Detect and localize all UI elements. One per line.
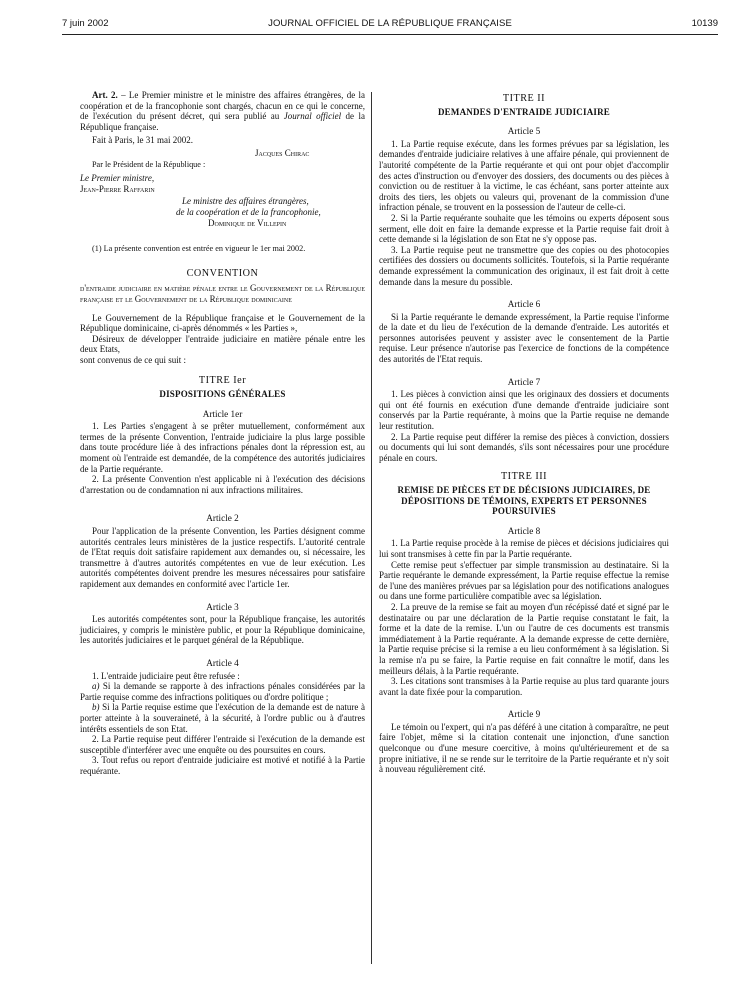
- preamble-para-1: Le Gouvernement de la République française et le Gouvernement de la République dominicaine, ci-après dénommés « les Parties »,: [80, 312, 365, 334]
- header-journal-title: JOURNAL OFFICIEL DE LA RÉPUBLIQUE FRANÇAISE: [268, 18, 512, 29]
- signature-villepin: Dominique de Villepin: [208, 217, 287, 228]
- right-column: [379, 92, 669, 775]
- article-4-para-2: 2. La Partie requise peut différer l'entraide si l'exécution de la demande est susceptible d'interférer avec une enquête ou des poursuites en cours.: [80, 734, 365, 755]
- article-8-para-2: Cette remise peut s'effectuer par simple transmission au destinataire. Si la Partie requérante le demande expressément, la Partie requise effectue la remise de l'une des manières prévues par sa législation pour des notifications analogues ou dans une forme particulière compatible avec sa législation.: [379, 559, 669, 602]
- article-5-para-2: 2. Si la Partie requérante souhaite que les témoins ou experts déposent sous serment, elle doit en faire la demande expresse et la Partie requise fait droit à cette demande si la législation de son Etat ne s'y oppose pas.: [379, 212, 669, 245]
- article-7-para-1: 1. Les pièces à conviction ainsi que les originaux des dossiers et documents qui ont été fournis en exécution d'une demande d'entraide judiciaire sont conservés par la Partie requérante, à moins que la Partie requise ne demande leur restitution.: [379, 389, 669, 432]
- titre-1-name: DISPOSITIONS GÉNÉRALES: [159, 389, 286, 400]
- titre-2-name: DEMANDES D'ENTRAIDE JUDICIAIRE: [437, 106, 611, 117]
- convention-title: CONVENTION: [186, 267, 259, 279]
- article-1-para-1: 1. Les Parties s'engagent à se prêter mutuellement, conformément aux termes de la présente Convention, l'entraide judiciaire la plus large possible dans toute procédure liée à des infractions pénales dont la répression est, au moment où l'entraide est demandée, de la compétence des autorités judiciaires de la Partie requérante.: [80, 421, 365, 474]
- decree-article-2: Art. 2. – Le Premier ministre et le ministre des affaires étrangères, de la coopération et de la francophonie sont chargés, chacun en ce qui le concerne, de l'exécution du présent décret, qui sera publié au Journal officiel de la République française.: [80, 90, 365, 132]
- ministre-title-line1: Le ministre des affaires étrangères,: [182, 196, 309, 207]
- titre-3-heading: TITRE III: [500, 471, 548, 483]
- article-9-heading: Article 9: [507, 709, 541, 720]
- premier-ministre-title: Le Premier ministre,: [80, 173, 155, 184]
- article-3-heading: Article 3: [206, 601, 239, 612]
- article-7-para-2: 2. La Partie requise peut différer la remise des pièces à conviction, dossiers ou documents qui lui sont demandés, s'ils sont nécessaires pour une procédure pénale en cours.: [379, 431, 669, 463]
- article-5-para-3: 3. La Partie requise peut ne transmettre que des copies ou des photocopies certifiées des dossiers ou documents sollicités. Toutefois, si la Partie requérante demande expressément la communication des originaux, il est fait droit à cette demande dans la mesure du possible.: [379, 244, 669, 287]
- article-4-item-b: b) Si la Partie requise estime que l'exécution de la demande est de nature à porter atteinte à la souveraineté, à la sécurité, à l'ordre public ou à d'autres intérêts essentiels de son Etat.: [80, 702, 365, 734]
- article-4-para-1: 1. L'entraide judiciaire peut être refusée :: [92, 670, 240, 681]
- article-4-heading: Article 4: [206, 657, 239, 668]
- titre-2-heading: TITRE II: [502, 93, 546, 104]
- header-date: 7 juin 2002: [62, 18, 109, 29]
- article-4-item-a: a) Si la demande se rapporte à des infractions pénales considérées par la Partie requise comme des infractions politiques ou d'ordre politique ;: [80, 681, 365, 702]
- article-9-para-1: Le témoin ou l'expert, qui n'a pas déféré à une citation à comparaître, ne peut faire l'objet, même si la citation contenait une injonction, d'une sanction quelconque ou d'une mesure coercitive, à moins qu'ultérieurement et de sa propre initiative, il ne se rende sur le territoire de la Partie requérante et n'y soit à nouveau régulièrement cité.: [379, 721, 669, 775]
- ministre-title-line2: de la coopération et de la francophonie,: [176, 206, 321, 217]
- article-8-para-1: 1. La Partie requise procède à la remise de pièces et décisions judiciaires qui lui sont transmises à cette fin par la Partie requérante.: [379, 538, 669, 559]
- signature-chirac: Jacques Chirac: [255, 147, 310, 158]
- article-7-heading: Article 7: [507, 376, 541, 387]
- par-le-president: Par le Président de la République :: [92, 159, 206, 169]
- page-header: [62, 12, 718, 34]
- decree-article-2-label: Art. 2.: [92, 90, 118, 100]
- footnote: (1) La présente convention est entrée en vigueur le 1er mai 2002.: [92, 244, 306, 254]
- article-1-para-2: 2. La présente Convention n'est applicable ni à l'exécution des décisions d'arrestation ou de condamnation ni aux infractions militaires.: [80, 474, 365, 495]
- titre-1-heading: TITRE Ier: [198, 375, 247, 387]
- article-5-heading: Article 5: [507, 126, 541, 137]
- header-rule: [62, 34, 718, 35]
- preamble-para-3: sont convenus de ce qui suit :: [80, 354, 186, 365]
- journal-officiel-ref: Journal officiel: [283, 111, 342, 122]
- preamble-para-2: Désireux de développer l'entraide judiciaire en matière pénale entre les deux Etats,: [80, 333, 365, 355]
- fait-a-paris: Fait à Paris, le 31 mai 2002.: [92, 135, 193, 146]
- column-divider: [371, 92, 372, 964]
- article-2-para-1: Pour l'application de la présente Convention, les Parties désignent comme autorités centrales leurs ministères de la justice respectifs. L'autorité centrale de l'Etat requis doit satisfaire rapidement aux demandes ou, si nécessaire, les transmettre à d'autres autorités compétentes en vue de leur exécution. Les autorités compétentes doivent prendre les mesures nécessaires pour satisfaire rapidement aux demandes en conformité avec l'article 1er.: [80, 526, 365, 589]
- article-4-para-3: 3. Tout refus ou report d'entraide judiciaire est motivé et notifié à la Partie requérante.: [80, 755, 365, 776]
- article-2-heading: Article 2: [206, 513, 239, 524]
- article-8-para-3: 2. La preuve de la remise se fait au moyen d'un récépissé daté et signé par le destinataire ou par une déclaration de la Partie requise constatant le fait, la forme et la date de la remise. L'un ou l'autre de ces documents est transmis immédiatement à la Partie requérante. A la demande expresse de cette dernière, la Partie requise précise si la remise a eu lieu conformément à sa législation. Si la remise n'a pu se faire, la Partie requise en fait connaître le motif, dans les meilleurs délais, à la Partie requérante.: [379, 601, 669, 676]
- article-8-para-4: 3. Les citations sont transmises à la Partie requise au plus tard quarante jours avant la date fixée pour la comparution.: [379, 676, 669, 697]
- header-page-number: 10139: [691, 18, 718, 29]
- signature-raffarin: Jean-Pierre Raffarin: [80, 183, 155, 194]
- left-column: [80, 90, 365, 776]
- titre-3-name: REMISE DE PIÈCES ET DE DÉCISIONS JUDICIAIRES, DE DÉPOSITIONS DE TÉMOINS, EXPERTS ET PERSONNES POURSUIVIES: [397, 485, 651, 517]
- article-1-heading: Article 1er: [202, 408, 243, 419]
- article-3-para-1: Les autorités compétentes sont, pour la République française, les autorités judiciaires, y compris le ministère public, et pour la République dominicaine, les autorités judiciaires et le parquet général de la République.: [80, 614, 365, 646]
- article-6-para-1: Si la Partie requérante le demande expressément, la Partie requise l'informe de la date et du lieu de l'exécution de la demande d'entraide. Les autorités et personnes autorisées peuvent y assister avec le consentement de la Partie requise. Leur présence n'autorise pas l'exercice de fonctions de la compétence des autorités de l'Etat requis.: [379, 311, 669, 365]
- article-8-heading: Article 8: [507, 525, 541, 536]
- article-5-para-1: 1. La Partie requise exécute, dans les formes prévues par sa législation, les demandes d'entraide judiciaire relatives à une affaire pénale, qui proviennent de l'autorité compétente de la Partie requérante et qui ont pour objet d'accomplir des actes d'instruction ou d'envoyer des dossiers, des documents ou des pièces à conviction ou de restituer à la victime, le cas échéant, sans porter atteinte aux droits des tiers, les objets ou valeurs qui, provenant de la commission d'une infraction pénale, se trouvent en la possession de l'auteur de celle-ci.: [379, 138, 669, 213]
- convention-subtitle: d'entraide judiciaire en matière pénale entre le Gouvernement de la République française et le Gouvernement de la République dominicaine: [80, 283, 365, 304]
- article-6-heading: Article 6: [507, 299, 541, 310]
